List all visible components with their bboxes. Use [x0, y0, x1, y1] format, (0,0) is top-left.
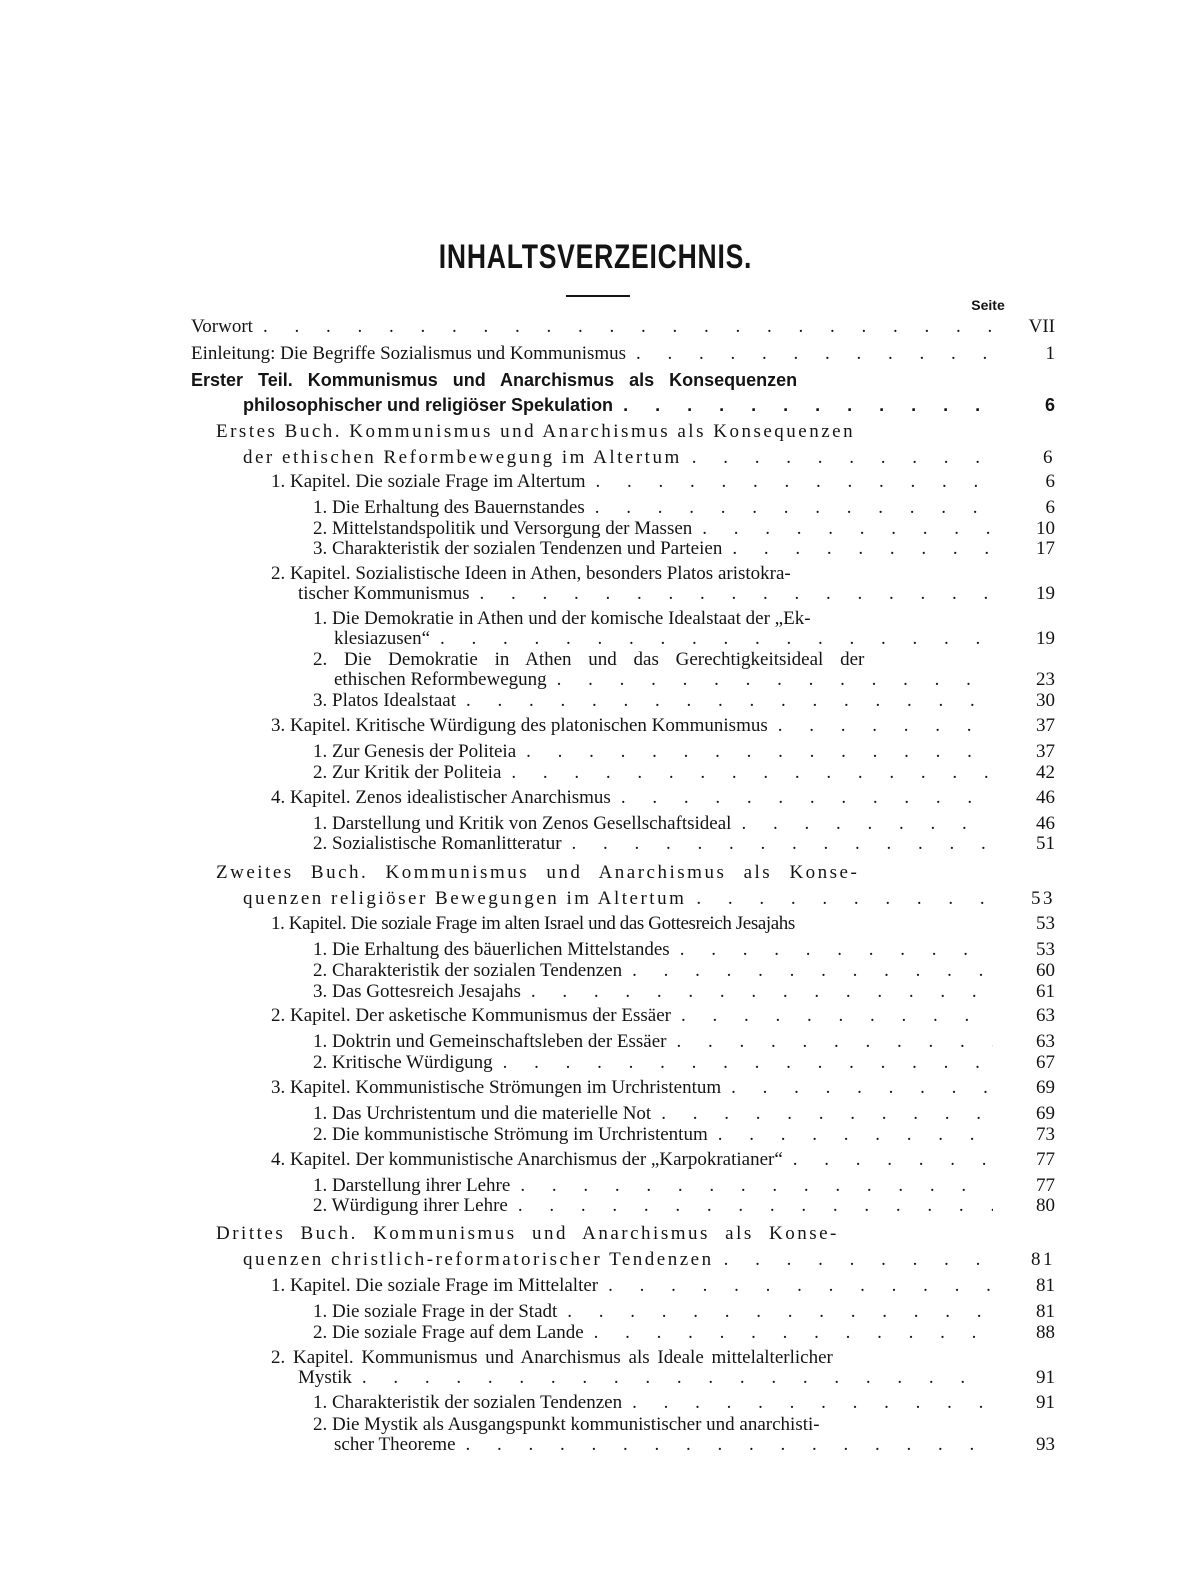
toc-entry[interactable]: 3. Charakteristik der sozialen Tendenzen und Parteien . . . 17 — [313, 538, 1003, 559]
toc-entry-line[interactable]: 2. Die Mystik als Ausgangspunkt kommunistischer und anarchisti- — [313, 1414, 820, 1435]
page-number: 6 — [1044, 395, 1055, 415]
toc-entry[interactable]: 3. Kapitel. Kritische Würdigung des platonischen Kommunismus . . . 37 — [271, 715, 1003, 736]
toc-entry[interactable]: 2. Mittelstandspolitik und Versorgung der Massen . . . 10 — [313, 518, 1003, 539]
toc-entry[interactable]: 1. Die Erhaltung des bäuerlichen Mittelstandes . . . 53 — [313, 939, 1003, 960]
page-number: 69 — [1036, 1077, 1055, 1098]
page-number: 53 — [1031, 888, 1055, 909]
page-number: 10 — [1036, 518, 1055, 539]
page-number: 51 — [1036, 833, 1055, 854]
toc-entry[interactable]: 2. Kritische Würdigung . . . 67 — [313, 1052, 1003, 1073]
page-number: 77 — [1036, 1175, 1055, 1196]
page-number: 1 — [1045, 343, 1055, 364]
toc-entry[interactable]: klesiazusen“ . . . 19 — [334, 628, 1003, 649]
page-number: 53 — [1036, 939, 1055, 960]
page-number: 23 — [1036, 669, 1055, 690]
toc-entry[interactable]: 1. Die Erhaltung des Bauernstandes . . . 6 — [313, 497, 1003, 518]
page-number: 88 — [1036, 1322, 1055, 1343]
toc-entry[interactable]: 2. Charakteristik der sozialen Tendenzen . . . 60 — [313, 960, 1003, 981]
toc-entry[interactable]: 2. Sozialistische Romanlitteratur . . . 51 — [313, 833, 1003, 854]
toc-entry[interactable]: philosophischer und religiöser Spekulation . . . 6 — [243, 395, 1003, 416]
toc-entry[interactable]: 1. Darstellung ihrer Lehre . . . 77 — [313, 1175, 1003, 1196]
book-heading[interactable]: Zweites Buch. Kommunismus und Anarchismus als Konse- — [216, 862, 860, 883]
toc-entry[interactable]: 1. Darstellung und Kritik von Zenos Gesellschaftsideal . . . 46 — [313, 813, 1003, 834]
page-number: 93 — [1036, 1434, 1055, 1455]
page-number: 37 — [1036, 741, 1055, 762]
toc-entry[interactable]: Mystik . . . 91 — [298, 1367, 1003, 1388]
toc-entry[interactable]: 2. Zur Kritik der Politeia . . . 42 — [313, 762, 1003, 783]
page-number: 69 — [1036, 1103, 1055, 1124]
part-heading[interactable]: Erster Teil. Kommunismus und Anarchismus als Konsequenzen — [191, 370, 798, 390]
toc-entry[interactable]: 1. Das Urchristentum und die materielle Not . . . 69 — [313, 1103, 1003, 1124]
toc-entry[interactable]: tischer Kommunismus . . . 19 — [298, 583, 1003, 604]
page-number: 6 — [1045, 471, 1055, 492]
page-number: 42 — [1036, 762, 1055, 783]
toc-entry[interactable]: 1. Charakteristik der sozialen Tendenzen . . . 91 — [313, 1392, 1003, 1413]
title-rule — [566, 295, 630, 297]
page-title: INHALTSVERZEICHNIS. — [438, 238, 753, 276]
page-number: 77 — [1036, 1149, 1055, 1170]
toc-entry[interactable]: 3. Kapitel. Kommunistische Strömungen im Urchristentum . . . 69 — [271, 1077, 1003, 1098]
page-number: 6 — [1043, 447, 1055, 468]
toc-entry[interactable]: 3. Das Gottesreich Jesajahs . . . 61 — [313, 981, 1003, 1002]
toc-entry-line[interactable]: 2. Die Demokratie in Athen und das Gerechtigkeitsideal der — [313, 649, 865, 670]
toc-entry[interactable]: 1. Doktrin und Gemeinschaftsleben der Essäer . . . 63 — [313, 1031, 1003, 1052]
page-number: 61 — [1036, 981, 1055, 1002]
book-heading[interactable]: Erstes Buch. Kommunismus und Anarchismus als Konsequenzen — [216, 421, 856, 442]
book-heading[interactable]: Drittes Buch. Kommunismus und Anarchismus als Konse- — [216, 1223, 839, 1244]
page-number: 73 — [1036, 1124, 1055, 1145]
page-number: 19 — [1036, 583, 1055, 604]
toc-entry[interactable]: 3. Platos Idealstaat . . . 30 — [313, 690, 1003, 711]
toc-entry[interactable]: 1. Kapitel. Die soziale Frage im Mittelalter . . . 81 — [271, 1275, 1003, 1296]
toc-entry[interactable]: Vorwort . . . VII — [191, 316, 1003, 337]
toc-entry[interactable]: Einleitung: Die Begriffe Sozialismus und Kommunismus . . . 1 — [191, 343, 1003, 364]
page-number: 30 — [1036, 690, 1055, 711]
page-number: 60 — [1036, 960, 1055, 981]
toc-entry[interactable]: scher Theoreme . . . 93 — [334, 1434, 1003, 1455]
toc-entry[interactable]: 1. Kapitel. Die soziale Frage im alten Israel und das Gottesreich Jesajahs 53 — [271, 913, 1055, 934]
page-number: 46 — [1036, 787, 1055, 808]
page-number: 37 — [1036, 715, 1055, 736]
page-number: 67 — [1036, 1052, 1055, 1073]
toc-entry[interactable]: 4. Kapitel. Der kommunistische Anarchismus der „Karpokratianer“ . . . 77 — [271, 1149, 1003, 1170]
toc-entry[interactable]: 2. Kapitel. Der asketische Kommunismus der Essäer . . . 63 — [271, 1005, 1003, 1026]
page-number: 19 — [1036, 628, 1055, 649]
toc-entry[interactable]: 2. Die soziale Frage auf dem Lande . . . 88 — [313, 1322, 1003, 1343]
toc-entry[interactable]: 1. Zur Genesis der Politeia . . . 37 — [313, 741, 1003, 762]
toc-entry-line[interactable]: 2. Kapitel. Sozialistische Ideen in Athen, besonders Platos aristokra- — [271, 563, 791, 584]
page-number: 6 — [1045, 497, 1055, 518]
page-number: 80 — [1036, 1195, 1055, 1216]
toc-entry[interactable]: 1. Die soziale Frage in der Stadt . . . 81 — [313, 1301, 1003, 1322]
toc-entry[interactable]: 2. Würdigung ihrer Lehre . . . 80 — [313, 1195, 1003, 1216]
page-number: 81 — [1036, 1275, 1055, 1296]
page-column-header: Seite — [971, 297, 1005, 313]
page-number: 46 — [1036, 813, 1055, 834]
toc-entry[interactable]: 2. Die kommunistische Strömung im Urchristentum . . . 73 — [313, 1124, 1003, 1145]
page-number: VII — [1028, 316, 1055, 337]
page-number: 91 — [1036, 1367, 1055, 1388]
toc-entry[interactable]: quenzen religiöser Bewegungen im Altertum . . . 53 — [243, 888, 1003, 909]
toc-entry[interactable]: 1. Kapitel. Die soziale Frage im Altertum . . . 6 — [271, 471, 1003, 492]
toc-entry[interactable]: ethischen Reformbewegung . . . 23 — [334, 669, 1003, 690]
toc-entry-line[interactable]: 2. Kapitel. Kommunismus und Anarchismus als Ideale mittelalterlicher — [271, 1347, 833, 1368]
toc-entry[interactable]: quenzen christlich-reformatorischer Tendenzen . . . 81 — [243, 1249, 1003, 1270]
toc-entry-line[interactable]: 1. Die Demokratie in Athen und der komische Idealstaat der „Ek- — [313, 608, 811, 629]
page-number: 91 — [1036, 1392, 1055, 1413]
page-number: 63 — [1036, 1005, 1055, 1026]
page-number: 81 — [1031, 1249, 1055, 1270]
page-number: 53 — [1036, 913, 1055, 934]
toc-entry[interactable]: 4. Kapitel. Zenos idealistischer Anarchismus . . . 46 — [271, 787, 1003, 808]
page-number: 63 — [1036, 1031, 1055, 1052]
page-number: 17 — [1036, 538, 1055, 559]
toc-entry[interactable]: der ethischen Reformbewegung im Altertum . . . 6 — [243, 447, 1003, 468]
page-number: 81 — [1036, 1301, 1055, 1322]
